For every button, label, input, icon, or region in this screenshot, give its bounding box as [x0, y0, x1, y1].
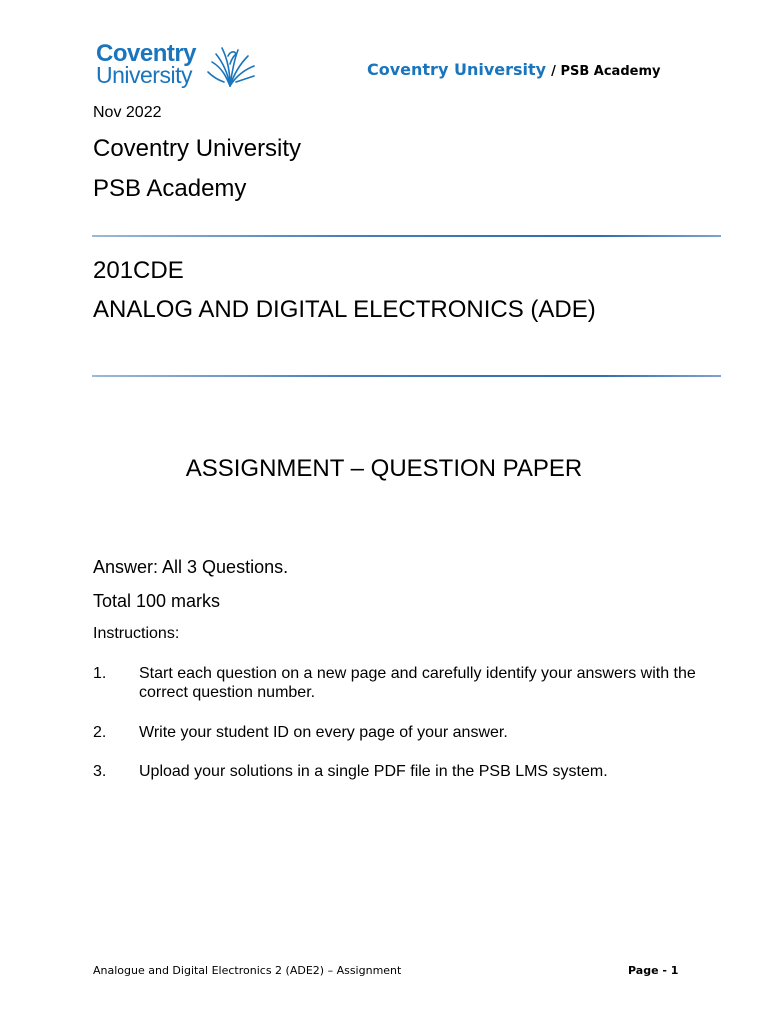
- logo-line-university: University: [96, 62, 192, 88]
- instruction-text: Write your student ID on every page of your answer.: [139, 724, 508, 741]
- instruction-number: 3.: [93, 763, 107, 780]
- header-institutions: [367, 60, 660, 79]
- course-title: ANALOG AND DIGITAL ELECTRONICS (ADE): [93, 296, 596, 323]
- instruction-text: Start each question on a new page and carefully identify your answers with the correct question number.: [139, 665, 696, 701]
- instruction-text: Upload your solutions in a single PDF file in the PSB LMS system.: [139, 763, 608, 780]
- footer-course: Analogue and Digital Electronics 2 (ADE2) – Assignment: [93, 964, 402, 977]
- paper-title: ASSIGNMENT – QUESTION PAPER: [185, 455, 583, 482]
- answer-requirement: Answer: All 3 Questions.: [93, 557, 289, 577]
- paper-date: Nov 2022: [93, 104, 162, 121]
- coventry-logo: [96, 42, 258, 92]
- instructions-label: Instructions:: [93, 625, 180, 642]
- course-code: 201CDE: [93, 257, 184, 284]
- institution-coventry: Coventry University: [93, 135, 302, 162]
- header-psb: PSB Academy: [560, 64, 661, 79]
- instruction-number: 1.: [93, 665, 107, 682]
- phoenix-icon: [204, 42, 256, 90]
- logo-line-coventry: Coventry: [96, 40, 197, 67]
- institution-psb: PSB Academy: [93, 175, 247, 202]
- total-marks: Total 100 marks: [93, 591, 221, 611]
- footer-page-number: Page - 1: [628, 964, 679, 977]
- header-separator: /: [551, 64, 561, 79]
- instruction-number: 2.: [93, 724, 107, 741]
- divider-bottom: [92, 375, 721, 377]
- divider-top: [92, 235, 721, 237]
- header-coventry: Coventry University: [367, 60, 547, 79]
